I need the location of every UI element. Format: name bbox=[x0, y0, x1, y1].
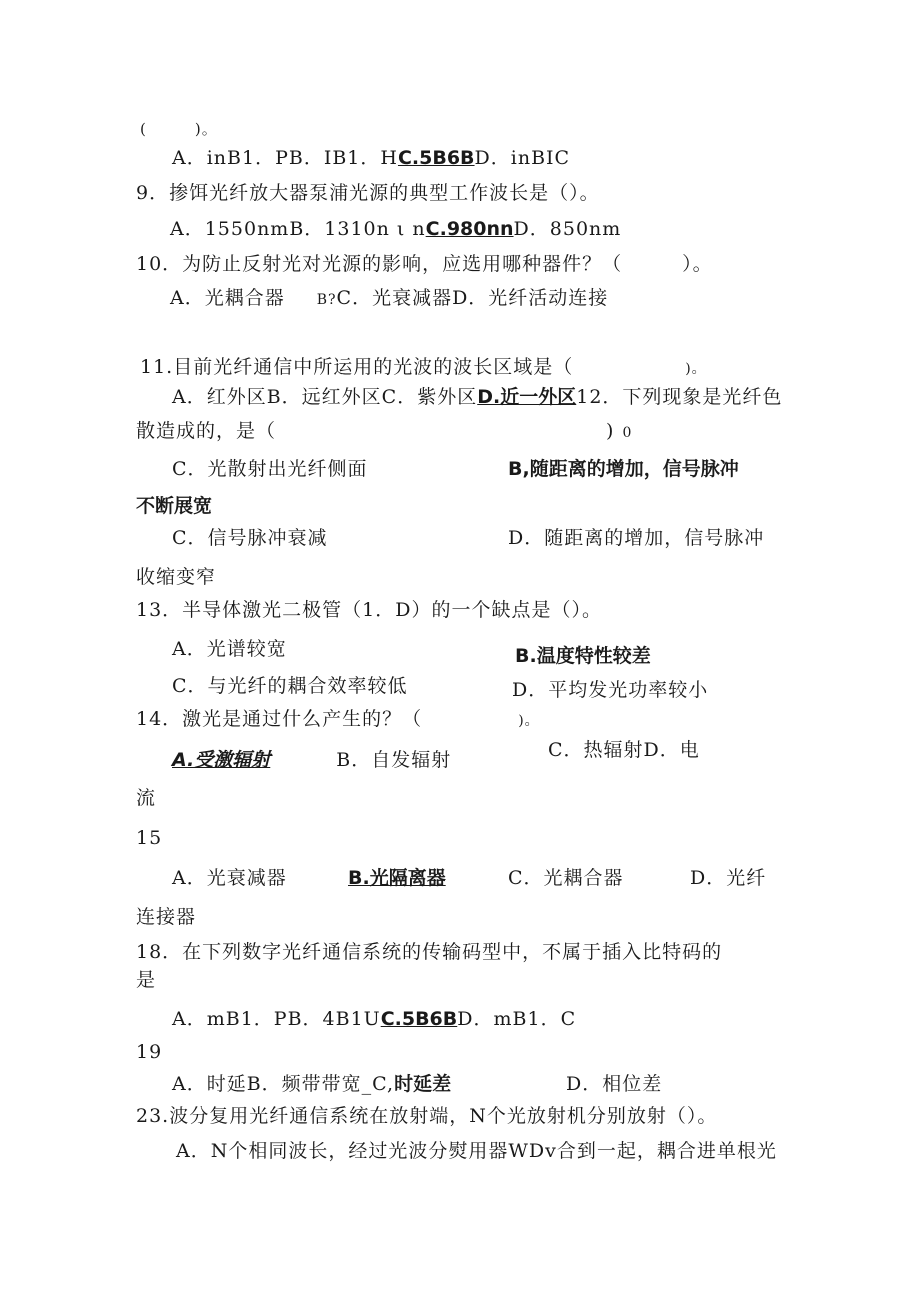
q13-option-d: D．平均发光功率较小 bbox=[512, 679, 709, 701]
q14-option-d-cont: 流 bbox=[136, 787, 157, 809]
q19-answer: 时延差 bbox=[394, 1073, 452, 1095]
q18-answer: C.5B6B bbox=[380, 1008, 458, 1030]
q19-option-d: D．相位差 bbox=[566, 1073, 663, 1095]
q18-question: 18．在下列数字光纤通信系统的传输码型中，不属于插入比特码的 bbox=[136, 941, 723, 963]
q13-option-c: C．与光纤的耦合效率较低 bbox=[172, 675, 408, 697]
q12-option-d: D．随距离的增加，信号脉冲 bbox=[508, 527, 765, 549]
q8-options: A．inB1．PB．IB1．HC.5B6BD．inBIC bbox=[172, 147, 571, 169]
q15-option-c: C．光耦合器 bbox=[508, 867, 624, 889]
q12-option-c: C．信号脉冲衰减 bbox=[172, 527, 328, 549]
q12-answer-cont: 不断展宽 bbox=[136, 495, 213, 517]
q8-answer: C.5B6B bbox=[397, 147, 475, 169]
q10-question: 10．为防止反射光对光源的影响，应选用哪种器件？（ ）。 bbox=[136, 253, 713, 275]
q12-answer: B,随距离的增加，信号脉冲 bbox=[508, 458, 739, 480]
q11-question: 11.目前光纤通信中所运用的光波的波长区域是（ )。 bbox=[140, 356, 707, 378]
q19-options: A．时延B．频带带宽_C,时延差 bbox=[172, 1073, 452, 1095]
q14-answer: A.受激辐射 bbox=[172, 749, 271, 771]
q15-option-d-cont: 连接器 bbox=[136, 906, 197, 928]
q15-number: 15 bbox=[136, 827, 163, 849]
q18-options: A．mB1．PB．4B1UC.5B6BD．mB1．C bbox=[172, 1008, 577, 1030]
q12-option-a: C．光散射出光纤侧面 bbox=[172, 458, 368, 480]
q10-options: A．光耦合器 B?C．光衰减器D．光纤活动连接 bbox=[170, 287, 609, 309]
q8-blank-line: ( )。 bbox=[140, 120, 218, 138]
q12-question-cont: 散造成的，是（ ) 0 bbox=[136, 420, 633, 442]
q14-option-c: C．热辐射D．电 bbox=[548, 739, 700, 761]
q15-option-d: D．光纤 bbox=[690, 867, 767, 889]
q18-question-cont: 是 bbox=[136, 969, 157, 991]
q13-answer: B.温度特性较差 bbox=[515, 645, 651, 667]
q23-option-a: A．N个相同波长，经过光波分熨用器WDv合到一起，耦合进单根光 bbox=[176, 1140, 777, 1162]
q13-option-a: A．光谱较宽 bbox=[172, 638, 287, 660]
q9-answer: C.980nn bbox=[425, 218, 514, 240]
q14-options: A.受激辐射 B．自发辐射 bbox=[172, 749, 452, 771]
q13-question: 13．半导体激光二极管（1．D）的一个缺点是（）。 bbox=[136, 599, 602, 621]
q9-question: 9．掺饵光纤放大器泵浦光源的典型工作波长是（）。 bbox=[136, 182, 600, 204]
q23-question: 23.波分复用光纤通信系统在放射端，N个光放射机分别放射（）。 bbox=[136, 1105, 718, 1127]
q9-options: A．1550nmB．1310n ι nC.980nnD．850nm bbox=[170, 218, 622, 240]
q11-options: A．红外区B．远红外区C．紫外区D.近一外区12．下列现象是光纤色 bbox=[172, 386, 783, 408]
q19-number: 19 bbox=[136, 1041, 163, 1063]
q15-option-a: A．光衰减器 bbox=[172, 867, 287, 889]
q11-answer: D.近一外区 bbox=[477, 386, 577, 408]
q14-question: 14．激光是通过什么产生的？（ )。 bbox=[136, 708, 540, 730]
q15-answer: B.光隔离器 bbox=[348, 867, 446, 889]
q12-option-d-cont: 收缩变窄 bbox=[136, 566, 217, 588]
